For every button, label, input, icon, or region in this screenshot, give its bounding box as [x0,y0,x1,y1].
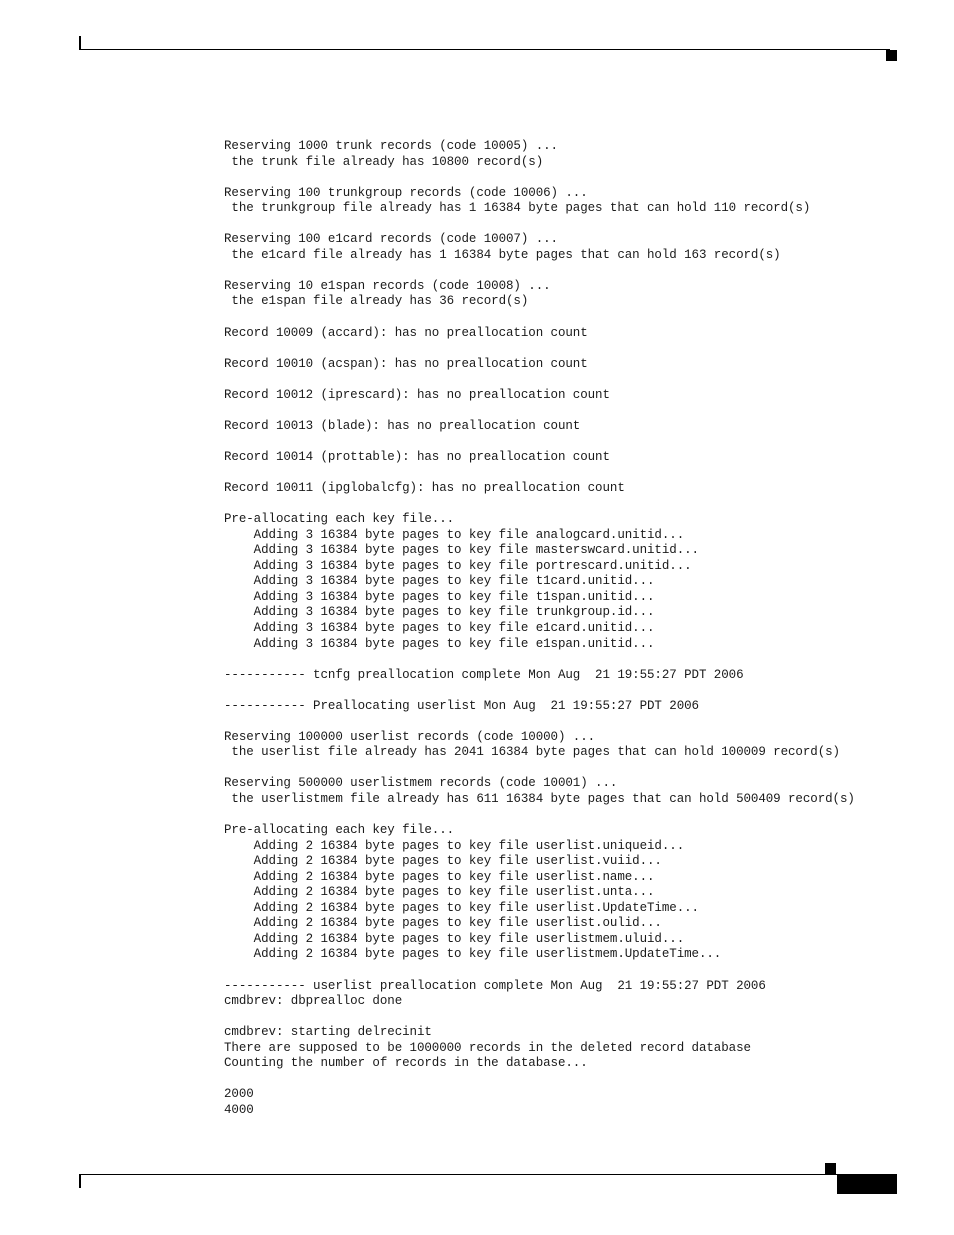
console-line: Reserving 100000 userlist records (code 10000) ... [224,729,596,744]
console-line: Adding 3 16384 byte pages to key file masterswcard.unitid... [224,543,699,558]
console-line [224,683,855,699]
console-line [224,263,855,279]
console-line [224,652,855,668]
console-line: Record 10012 (iprescard): has no preallocation count [224,387,610,402]
console-line: Adding 2 16384 byte pages to key file userlist.name... [224,869,655,884]
console-line: Adding 3 16384 byte pages to key file e1span.unitid... [224,636,655,651]
console-output [224,139,855,1118]
console-line [224,1010,855,1026]
console-line: the userlistmem file already has 611 16384 byte pages that can hold 500409 record(s) [224,791,855,806]
console-line: the e1span file already has 36 record(s) [224,294,529,309]
console-line: Counting the number of records in the database... [224,1056,588,1071]
console-line: Pre-allocating each key file... [224,823,455,838]
console-line: Adding 2 16384 byte pages to key file userlist.oulid... [224,916,662,931]
footer-small-block [825,1163,836,1174]
console-line: Reserving 1000 trunk records (code 10005) ... [224,139,558,153]
console-line: Record 10013 (blade): has no preallocation count [224,418,581,433]
console-line: There are supposed to be 1000000 records in the deleted record database [224,1040,751,1055]
console-line [224,434,855,450]
console-line: Adding 3 16384 byte pages to key file t1card.unitid... [224,574,655,589]
console-line [224,761,855,777]
console-line: Adding 2 16384 byte pages to key file userlist.unta... [224,885,655,900]
console-line: ----------- tcnfg preallocation complete Mon Aug 21 19:55:27 PDT 2006 [224,667,744,682]
console-line: Record 10009 (accard): has no preallocation count [224,325,588,340]
console-line: Adding 2 16384 byte pages to key file userlist.vuiid... [224,854,662,869]
console-line [224,170,855,186]
console-line: cmdbrev: dbprealloc done [224,994,403,1009]
console-line [224,465,855,481]
console-line: Record 10010 (acspan): has no preallocation count [224,356,588,371]
console-line: Adding 3 16384 byte pages to key file t1span.unitid... [224,589,655,604]
console-line: ----------- userlist preallocation complete Mon Aug 21 19:55:27 PDT 2006 [224,978,766,993]
console-line: the trunkgroup file already has 1 16384 byte pages that can hold 110 record(s) [224,201,811,216]
console-line: Reserving 500000 userlistmem records (code 10001) ... [224,776,618,791]
console-line [224,1072,855,1088]
console-line: Adding 2 16384 byte pages to key file userlist.UpdateTime... [224,900,699,915]
console-line: cmdbrev: starting delrecinit [224,1025,432,1040]
console-line [224,217,855,233]
console-line [224,714,855,730]
console-line: Record 10011 (ipglobalcfg): has no preallocation count [224,481,625,496]
footer-rule [79,1174,897,1175]
console-line: Record 10014 (prottable): has no preallocation count [224,449,610,464]
console-line: Adding 3 16384 byte pages to key file trunkgroup.id... [224,605,655,620]
console-line [224,497,855,513]
console-line: Adding 2 16384 byte pages to key file userlistmem.uluid... [224,931,685,946]
console-line: Adding 3 16384 byte pages to key file e1card.unitid... [224,620,655,635]
header-rule [79,49,890,50]
console-line [224,403,855,419]
console-line: the userlist file already has 2041 16384 byte pages that can hold 100009 record(s) [224,745,840,760]
console-line: Pre-allocating each key file... [224,512,455,527]
console-line: the trunk file already has 10800 record(s) [224,154,544,169]
header-corner-block [886,50,897,61]
console-line: ----------- Preallocating userlist Mon Aug 21 19:55:27 PDT 2006 [224,698,699,713]
console-line [224,341,855,357]
console-line: Reserving 100 trunkgroup records (code 10006) ... [224,185,588,200]
console-line: 4000 [224,1102,254,1117]
console-line: Adding 2 16384 byte pages to key file userlist.uniqueid... [224,838,685,853]
console-line: 2000 [224,1087,254,1102]
footer-left-tick [79,1174,81,1188]
console-line: Adding 3 16384 byte pages to key file analogcard.unitid... [224,527,685,542]
console-line: Reserving 100 e1card records (code 10007) ... [224,232,558,247]
console-line: the e1card file already has 1 16384 byte pages that can hold 163 record(s) [224,247,781,262]
console-line: Adding 2 16384 byte pages to key file userlistmem.UpdateTime... [224,947,722,962]
console-line [224,372,855,388]
header-left-tick [79,36,81,50]
console-line [224,310,855,326]
console-line [224,963,855,979]
console-line: Adding 3 16384 byte pages to key file portrescard.unitid... [224,558,692,573]
console-line: Reserving 10 e1span records (code 10008) ... [224,278,551,293]
console-line [224,808,855,824]
footer-page-tab [837,1175,897,1194]
